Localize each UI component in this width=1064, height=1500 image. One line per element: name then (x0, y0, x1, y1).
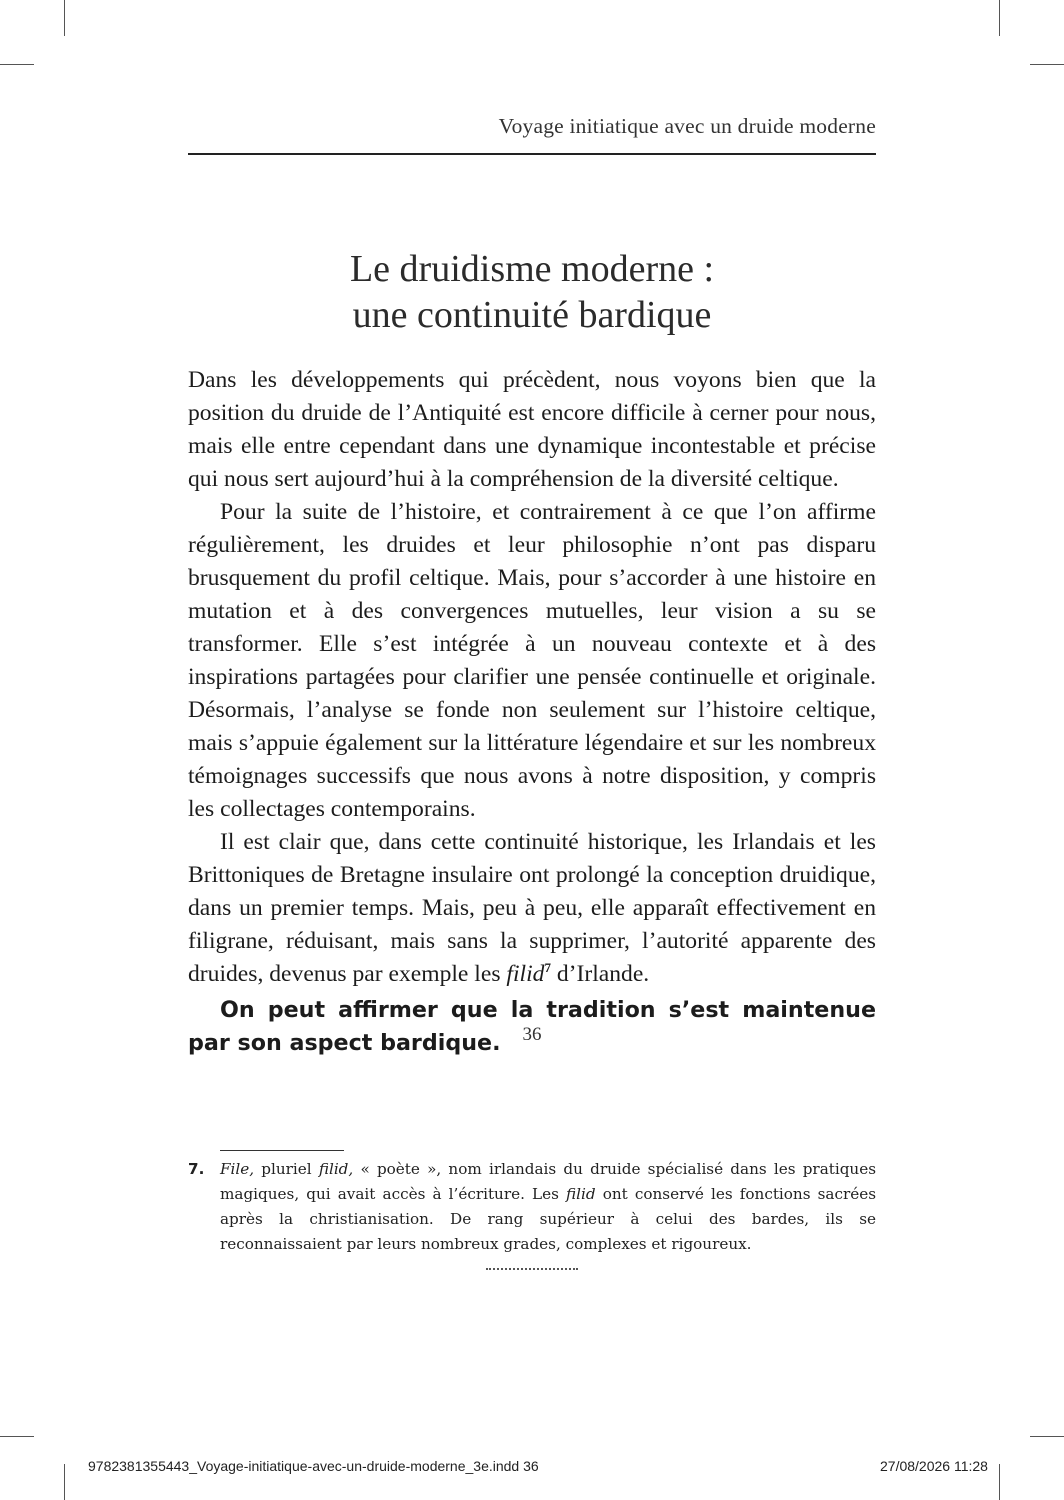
body-text (188, 364, 876, 1060)
footnote-term-filid: filid, (318, 1160, 354, 1178)
footnote (188, 1157, 876, 1257)
paragraph-3 (188, 826, 876, 991)
page-number: 36 (522, 1024, 542, 1045)
footnote-number: 7. (188, 1160, 205, 1178)
crop-mark (1030, 64, 1064, 65)
crop-mark (999, 1464, 1000, 1500)
paragraph-1: Dans les développements qui précèdent, nous voyons bien que la position du druide de l’Antiquité est encore difficile à cerner pour nous, mais elle entre cependant dans une dynamique incontestable et précise qui nous sert aujourd’hui à la compréhension de la diversité celtique. (188, 367, 876, 492)
paragraph-2: Pour la suite de l’histoire, et contrairement à ce que l’on affirme régulièrement, les druides et leur philosophie n’ont pas disparu brusquement du profil celtique. Mais, pour s’accorder à une histoire en mutation et à des convergences mutuelles, leur vision a su se transformer. Elle s’est intégrée à un nouveau contexte et à des inspirations partagées pour clarifier une pensée continuelle et originale. Désormais, l’analyse se fonde non seulement sur l’histoire celtique, mais s’appuie également sur la littérature légendaire et sur les nombreux témoignages successifs que nous avons à notre disposition, y compris les collectages contemporains. (188, 499, 876, 822)
chapter-title-line-1: Le druidisme moderne : (349, 248, 715, 290)
crop-mark (64, 1464, 65, 1500)
crop-mark (999, 0, 1000, 36)
chapter-title-line-2: une continuité bardique (352, 294, 712, 336)
folio-ornament (486, 1268, 578, 1270)
footnote-text-part: ont conservé les fonctions sacrées après la christianisation. De rang supérieur à celui des bardes, ils se reconnaissaient par leurs nombreux grades, complexes et rigoureux. (220, 1185, 877, 1253)
slug-file-name: 9782381355443_Voyage-initiatique-avec-un-druide-moderne_3e.indd 36 (88, 1458, 539, 1474)
footnote-text-part: pluriel (254, 1160, 319, 1178)
footnote-reference[interactable]: 7 (544, 960, 551, 976)
paragraph-3-text: Il est clair que, dans cette continuité historique, les Irlandais et les Brittoniques de Bretagne insulaire ont prolongé la conception druidique, dans un premier temps. Mais, peu à peu, elle apparaît effectivement en filigrane, réduisant, mais sans la supprimer, l’autorité apparente des druides, devenus par exemple les (188, 829, 876, 987)
footnote-rule (220, 1150, 344, 1151)
chapter-title (188, 246, 876, 338)
running-head: Voyage initiatique avec un druide moderne (498, 114, 876, 138)
crop-mark (64, 0, 65, 36)
crop-mark (0, 64, 34, 65)
footnote-term-filid-2: filid (566, 1185, 596, 1203)
header-rule (188, 153, 876, 155)
paragraph-4-emphasis: On peut affirmer que la tradition s’est maintenue par son aspect bardique. (188, 997, 876, 1056)
crop-mark (0, 1436, 34, 1437)
footnote-text-part: « poète », nom irlandais du druide spécialisé dans les pratiques magiques, qui avait accès à l’écriture. Les (220, 1160, 876, 1203)
footnote-term-file: File, (220, 1160, 255, 1178)
paragraph-3-end: d’Irlande. (550, 961, 650, 987)
footnote-text (220, 1157, 876, 1257)
filid-term: filid (506, 961, 545, 987)
slug-date: 27/08/2026 11:28 (880, 1458, 988, 1474)
crop-mark (1030, 1436, 1064, 1437)
